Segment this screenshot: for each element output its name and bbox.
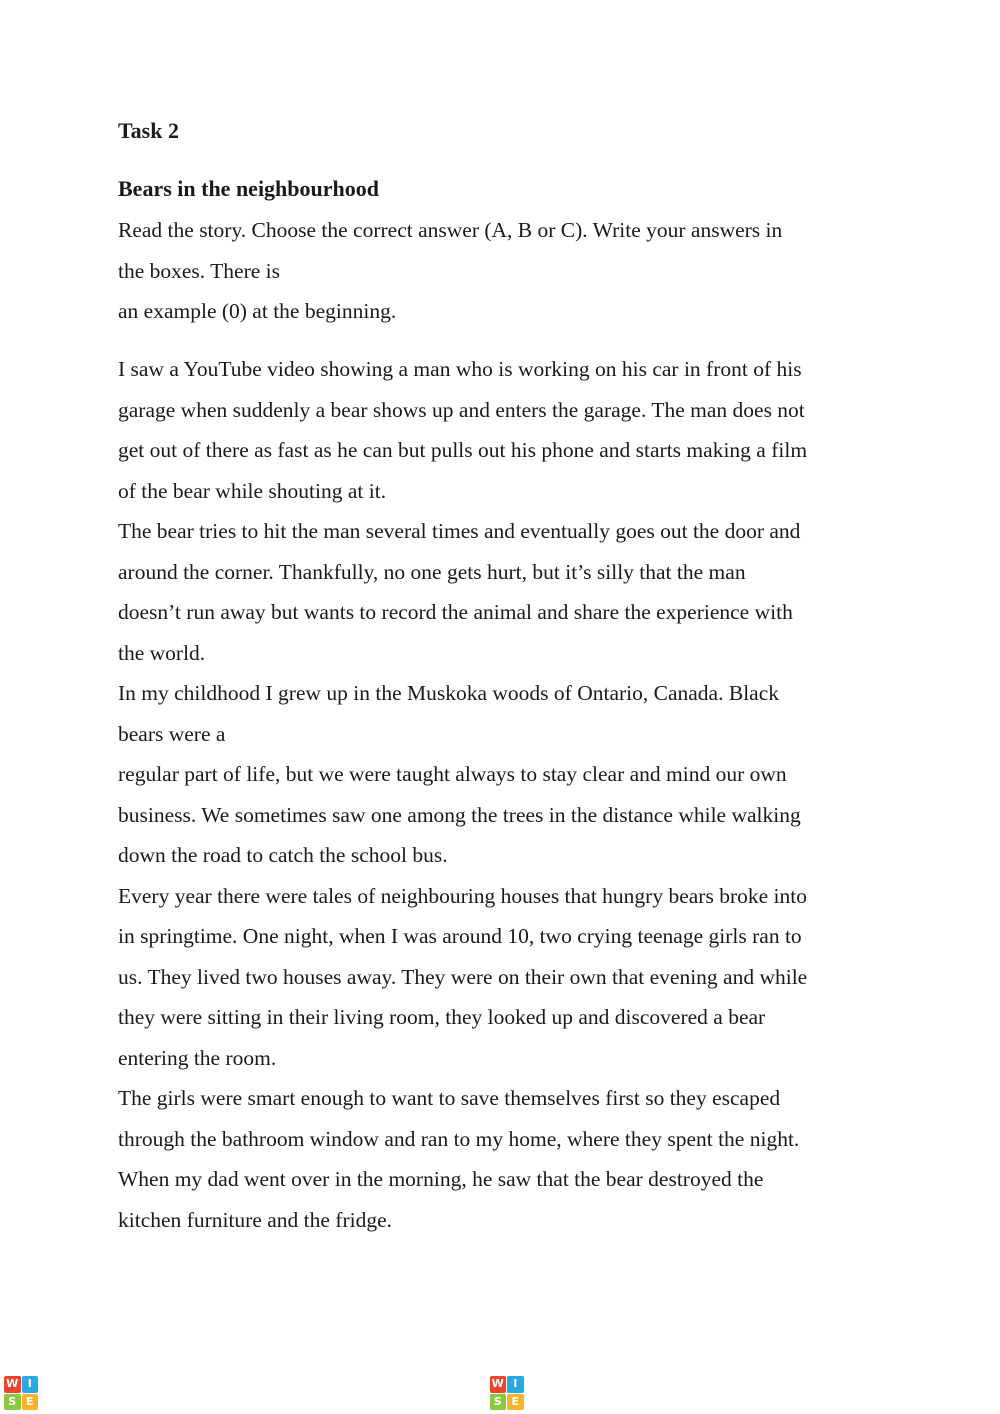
- footer-watermark: [0, 1372, 1000, 1414]
- story-line: the world.: [118, 640, 206, 665]
- story-line: business. We sometimes saw one among the trees in the distance while walking: [118, 802, 801, 827]
- story-line: in springtime. One night, when I was around 10, two crying teenage girls ran to: [118, 924, 802, 948]
- story-line: Every year there were tales of neighbouring houses that hungry bears broke into: [118, 883, 807, 908]
- wiseworksheets-logo[interactable]: [4, 1372, 484, 1414]
- story-title: Bears in the neighbourhood: [118, 176, 379, 201]
- story-line: through the bathroom window and ran to my home, where they spent the night.: [118, 1126, 800, 1151]
- story-line: around the corner. Thankfully, no one gets hurt, but it’s silly that the man: [118, 559, 746, 584]
- story-line: entering the room.: [118, 1045, 277, 1070]
- story-line: get out of there as fast as he can but pulls out his phone and starts making a film: [118, 438, 808, 462]
- instruction-line: an example (0) at the beginning.: [118, 299, 397, 323]
- story-line: us. They lived two houses away. They were on their own that evening and while: [118, 964, 808, 989]
- story-line: bears were a: [118, 721, 226, 746]
- story-body: [118, 349, 888, 1240]
- story-line: kitchen furniture and the fridge.: [118, 1207, 393, 1232]
- story-line: of the bear while shouting at it.: [118, 478, 387, 503]
- instruction-line: the boxes. There is: [118, 258, 281, 283]
- story-line: In my childhood I grew up in the Muskoka woods of Ontario, Canada. Black: [118, 681, 779, 705]
- instruction-line: Read the story. Choose the correct answer (A, B or C). Write your answers in: [118, 218, 783, 242]
- story-line: they were sitting in their living room, they looked up and discovered a bear: [118, 1005, 766, 1029]
- wise-badge-icon: W I S E: [490, 1376, 524, 1410]
- wise-badge-icon: W I S E: [4, 1376, 38, 1410]
- story-line: regular part of life, but we were taught always to stay clear and mind our own: [118, 762, 787, 786]
- story-line: The bear tries to hit the man several times and eventually goes out the door and: [118, 519, 801, 543]
- logo-text: WISEWORKSHEETS.COM: [527, 1375, 969, 1411]
- story-line: doesn’t run away but wants to record the animal and share the experience with: [118, 600, 793, 624]
- logo-text: WISEWORKSHEETS.COM: [42, 1375, 484, 1411]
- wiseworksheets-logo[interactable]: [490, 1372, 970, 1414]
- instructions: [118, 210, 878, 332]
- story-line: I saw a YouTube video showing a man who is working on his car in front of his: [118, 357, 802, 381]
- story-line: When my dad went over in the morning, he saw that the bear destroyed the: [118, 1167, 764, 1191]
- task-title: Task 2: [118, 118, 179, 143]
- story-line: garage when suddenly a bear shows up and enters the garage. The man does not: [118, 397, 805, 422]
- story-line: The girls were smart enough to want to save themselves first so they escaped: [118, 1086, 781, 1110]
- story-line: down the road to catch the school bus.: [118, 843, 448, 867]
